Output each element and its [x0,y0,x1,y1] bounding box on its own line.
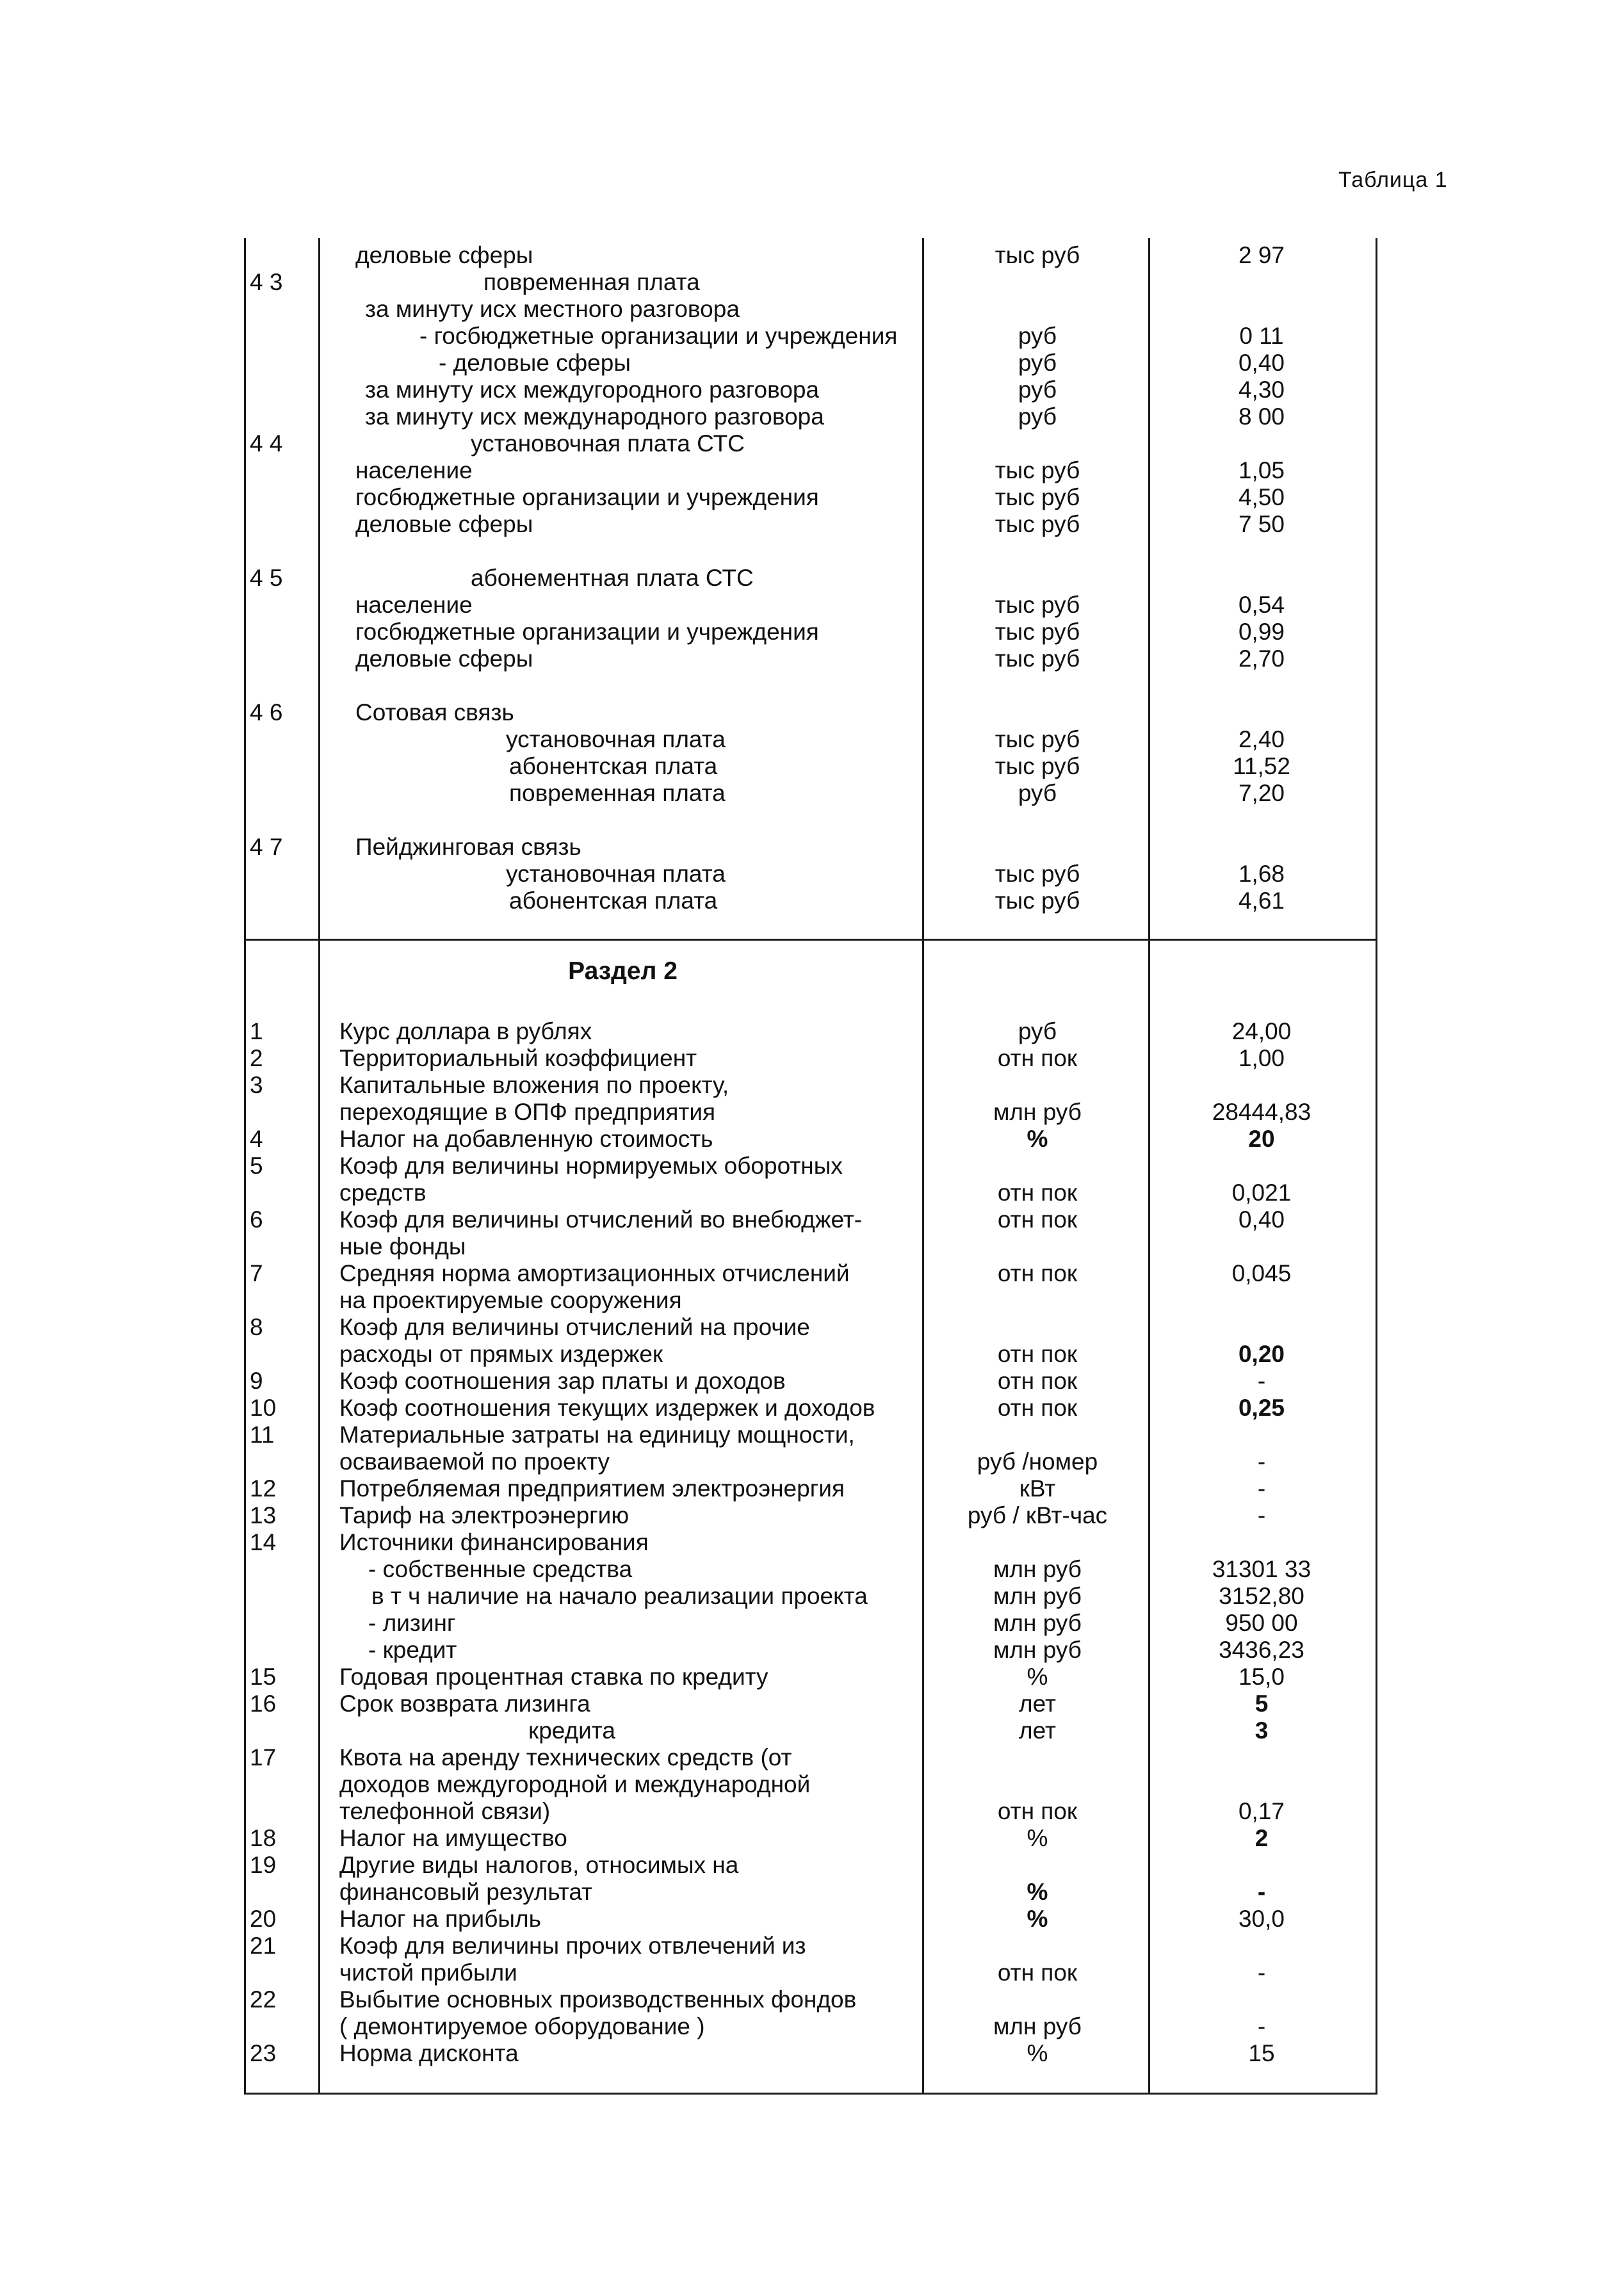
row-number: 4 4 [250,430,283,457]
row-value: 3436,23 [1219,1637,1304,1663]
row-name: госбюджетные организации и учреждения [355,619,819,645]
row-value: 0,25 [1238,1395,1285,1421]
row-name: финансовый результат [339,1879,593,1905]
row-number: 1 [250,1018,263,1044]
row-name: Выбытие основных производственных фондов [339,1986,857,2013]
row-unit: лет [1019,1717,1056,1744]
table-row [0,1448,1624,1475]
row-value: 1,00 [1238,1045,1285,1071]
table-row [0,1153,1624,1180]
row-name: повременная плата [509,780,726,806]
row-name: Материальные затраты на единицу мощности, [339,1422,855,1448]
row-value: 28444,83 [1212,1099,1311,1125]
table-row [0,403,1624,430]
row-unit: отн пок [997,1180,1078,1206]
table-row [0,242,1624,269]
row-unit: млн руб [993,2013,1082,2039]
table-row [0,1341,1624,1368]
table-row [0,1986,1624,2013]
row-value: 5 [1255,1690,1269,1717]
row-name: Пейджинговая связь [355,834,581,860]
row-value: 31301 33 [1212,1556,1311,1582]
row-number: 4 [250,1126,263,1152]
row-name: абонементная плата СТС [471,565,754,591]
row-number: 22 [250,1986,277,2013]
row-name: абонентская плата [509,753,718,779]
row-value: 2,40 [1238,726,1285,752]
row-number: 13 [250,1502,277,1528]
table-row [0,1744,1624,1771]
row-unit: млн руб [993,1610,1082,1636]
row-unit: отн пок [997,1045,1078,1071]
row-number: 23 [250,2040,277,2066]
table-row [0,1233,1624,1260]
table-row [0,377,1624,403]
row-number: 4 6 [250,699,283,726]
row-name: за минуту исх международного разговора [365,403,824,430]
row-number: 9 [250,1368,263,1394]
row-value: 30,0 [1238,1906,1285,1932]
row-name: Коэф соотношения зар платы и доходов [339,1368,786,1394]
row-unit: руб [1018,377,1057,403]
row-number: 4 7 [250,834,283,860]
table-row [0,1475,1624,1502]
row-name: установочная плата [506,726,726,752]
row-number: 4 5 [250,565,283,591]
table-row [0,1180,1624,1206]
row-value: 0,045 [1231,1260,1292,1286]
table-row [0,1395,1624,1422]
table-row [0,619,1624,645]
section-title: Раздел 2 [568,957,678,985]
table-row [0,1018,1624,1045]
table-row [0,1502,1624,1529]
table-row [0,457,1624,484]
row-name: Налог на прибыль [339,1906,541,1932]
row-unit: % [1027,1825,1048,1851]
row-unit: тыс руб [995,753,1080,779]
row-value: 3 [1255,1717,1269,1744]
table-row [0,1798,1624,1825]
row-name: - кредит [368,1637,457,1663]
row-unit: кВт [1019,1475,1056,1502]
row-value: 4,30 [1238,377,1285,403]
row-unit: руб / кВт-час [967,1502,1108,1528]
table-row [0,1690,1624,1717]
table-row [0,1099,1624,1126]
row-number: 20 [250,1906,277,1932]
table-row [0,888,1624,914]
table-row [0,834,1624,861]
row-value: 0,20 [1238,1341,1285,1367]
row-name: чистой прибыли [339,1959,517,1986]
row-unit: отн пок [997,1798,1078,1824]
row-name: Годовая процентная ставка по кредиту [339,1664,768,1690]
row-name: деловые сферы [355,645,533,672]
row-value: 8 00 [1238,403,1285,430]
row-value: 0,40 [1238,1206,1285,1233]
table-row [0,484,1624,511]
row-number: 17 [250,1744,277,1771]
row-value: 7 50 [1238,511,1285,537]
row-name: деловые сферы [355,242,533,268]
row-number: 14 [250,1529,277,1555]
table-row [0,753,1624,780]
row-number: 19 [250,1852,277,1878]
row-unit: руб [1018,323,1057,349]
row-name: Коэф для величины отчислений на прочие [339,1314,810,1340]
row-name: - собственные средства [368,1556,633,1582]
row-unit: млн руб [993,1637,1082,1663]
row-number: 3 [250,1072,263,1098]
row-value: - [1257,1879,1266,1905]
row-value: 20 [1248,1126,1275,1152]
row-value: 4,61 [1238,888,1285,914]
row-unit: руб [1018,350,1057,376]
row-unit: % [1027,1879,1048,1905]
row-unit: тыс руб [995,592,1080,618]
row-name: госбюджетные организации и учреждения [355,484,819,510]
table-row [0,323,1624,350]
row-value: 1,05 [1238,457,1285,483]
row-value: - [1257,1475,1266,1502]
table-row [0,296,1624,323]
row-value: - [1257,1368,1266,1394]
row-unit: тыс руб [995,861,1080,887]
row-value: 15,0 [1238,1664,1285,1690]
row-unit: тыс руб [995,888,1080,914]
table-row [0,1126,1624,1153]
row-unit: млн руб [993,1556,1082,1582]
row-name: Коэф для величины нормируемых оборотных [339,1153,843,1179]
row-name: Другие виды налогов, относимых на [339,1852,739,1878]
row-unit: отн пок [997,1959,1078,1986]
table-row [0,1664,1624,1690]
row-name: повременная плата [483,269,700,295]
table-row [0,780,1624,807]
row-unit: % [1027,1664,1048,1690]
row-unit: % [1027,2040,1048,2066]
row-name: Тариф на электроэнергию [339,1502,629,1528]
row-name: доходов междугородной и международной [339,1771,811,1797]
row-name: расходы от прямых издержек [339,1341,663,1367]
row-unit: руб /номер [977,1448,1098,1475]
table-row [0,1610,1624,1637]
row-name: ( демонтируемое оборудование ) [339,2013,705,2039]
row-unit: руб [1018,1018,1057,1044]
table-row [0,269,1624,296]
table-row [0,592,1624,619]
row-name: Территориальный коэффициент [339,1045,697,1071]
row-value: 0,17 [1238,1798,1285,1824]
row-unit: тыс руб [995,484,1080,510]
row-value: - [1257,2013,1266,2039]
row-unit: руб [1018,403,1057,430]
table-row [0,645,1624,672]
table-row [0,1206,1624,1233]
row-number: 18 [250,1825,277,1851]
row-name: Квота на аренду технических средств (от [339,1744,792,1771]
row-number: 6 [250,1206,263,1233]
row-name: за минуту исх междугородного разговора [365,377,820,403]
table-row [0,2013,1624,2040]
table-row [0,1072,1624,1099]
row-name: установочная плата [506,861,726,887]
row-value: 0,40 [1238,350,1285,376]
row-value: 1,68 [1238,861,1285,887]
row-value: 7,20 [1238,780,1285,806]
row-name: Потребляемая предприятием электроэнергия [339,1475,845,1502]
row-number: 5 [250,1153,263,1179]
row-value: - [1257,1502,1266,1528]
row-number: 15 [250,1664,277,1690]
row-unit: лет [1019,1690,1056,1717]
row-number: 2 [250,1045,263,1071]
row-number: 12 [250,1475,277,1502]
table-row [0,1583,1624,1610]
table-row [0,1825,1624,1852]
row-name: телефонной связи) [339,1798,551,1824]
row-unit: тыс руб [995,457,1080,483]
row-number: 7 [250,1260,263,1286]
table-row [0,565,1624,592]
table-row [0,861,1624,888]
row-unit: тыс руб [995,645,1080,672]
row-unit: млн руб [993,1583,1082,1609]
row-name: Норма дисконта [339,2040,519,2066]
row-unit: тыс руб [995,511,1080,537]
row-value: 0 11 [1239,323,1284,349]
row-value: 24,00 [1231,1018,1292,1044]
row-value: 2 97 [1238,242,1285,268]
row-name: Срок возврата лизинга [339,1690,590,1717]
row-unit: млн руб [993,1099,1082,1125]
row-number: 11 [250,1422,275,1448]
table-row [0,1368,1624,1395]
table-row [0,1260,1624,1287]
table-row [0,1852,1624,1879]
row-name: средств [339,1180,426,1206]
row-number: 21 [250,1933,277,1959]
row-unit: отн пок [997,1368,1078,1394]
row-name: Налог на имущество [339,1825,567,1851]
row-value: 2 [1255,1825,1269,1851]
table-row [0,1556,1624,1583]
table-row [0,430,1624,457]
row-name: население [355,457,473,483]
row-value: 0,54 [1238,592,1285,618]
row-number: 8 [250,1314,263,1340]
row-value: 4,50 [1238,484,1285,510]
row-unit: отн пок [997,1206,1078,1233]
section-divider [244,939,1377,941]
row-value: 3152,80 [1219,1583,1304,1609]
row-name: за минуту исх местного разговора [365,296,740,322]
row-unit: отн пок [997,1260,1078,1286]
row-unit: тыс руб [995,619,1080,645]
row-name: - деловые сферы [439,350,631,376]
table-row [0,1879,1624,1906]
table-row [0,1287,1624,1314]
table-border-bottom [244,2093,1377,2095]
row-value: 15 [1248,2040,1275,2066]
row-number: 16 [250,1690,277,1717]
row-value: 11,52 [1233,753,1290,779]
row-unit: % [1027,1126,1048,1152]
row-name: кредита [528,1717,615,1744]
table-row [0,1422,1624,1448]
row-unit: % [1027,1906,1048,1932]
table-row [0,1529,1624,1556]
row-name: - госбюджетные организации и учреждения [419,323,898,349]
row-name: в т ч наличие на начало реализации проекта [371,1583,868,1609]
row-name: Средняя норма амортизационных отчислений [339,1260,850,1286]
row-name: Капитальные вложения по проекту, [339,1072,729,1098]
row-name: население [355,592,473,618]
table-row [0,511,1624,538]
table-row [0,350,1624,377]
table-row [0,1771,1624,1798]
table-row [0,1045,1624,1072]
row-name: Коэф для величины прочих отвлечений из [339,1933,806,1959]
row-value: - [1257,1448,1266,1475]
row-name: абонентская плата [509,888,718,914]
table-row [0,1314,1624,1341]
row-name: установочная плата СТС [471,430,745,457]
row-number: 10 [250,1395,277,1421]
table-row [0,1959,1624,1986]
table-row [0,1906,1624,1933]
row-name: Курс доллара в рублях [339,1018,592,1044]
table-row [0,1933,1624,1959]
table-row [0,1717,1624,1744]
row-name: ные фонды [339,1233,466,1260]
row-name: - лизинг [368,1610,456,1636]
table-row [0,699,1624,726]
row-value: 0,021 [1231,1180,1292,1206]
row-value: - [1257,1959,1266,1986]
table-row [0,726,1624,753]
row-unit: тыс руб [995,726,1080,752]
table-row [0,2040,1624,2067]
row-number: 4 3 [250,269,283,295]
row-name: переходящие в ОПФ предприятия [339,1099,716,1125]
row-name: осваиваемой по проекту [339,1448,610,1475]
row-value: 950 00 [1225,1610,1298,1636]
row-unit: руб [1018,780,1057,806]
row-name: на проектируемые сооружения [339,1287,682,1313]
row-name: Источники финансирования [339,1529,649,1555]
table-caption: Таблица 1 [1338,168,1448,192]
table-row [0,1637,1624,1664]
row-name: Налог на добавленную стоимость [339,1126,713,1152]
row-name: Коэф соотношения текущих издержек и доходов [339,1395,875,1421]
row-unit: отн пок [997,1395,1078,1421]
row-value: 2,70 [1238,645,1285,672]
row-name: деловые сферы [355,511,533,537]
row-unit: тыс руб [995,242,1080,268]
row-name: Коэф для величины отчислений во внебюджет- [339,1206,863,1233]
row-value: 0,99 [1238,619,1285,645]
row-unit: отн пок [997,1341,1078,1367]
row-name: Сотовая связь [355,699,514,726]
